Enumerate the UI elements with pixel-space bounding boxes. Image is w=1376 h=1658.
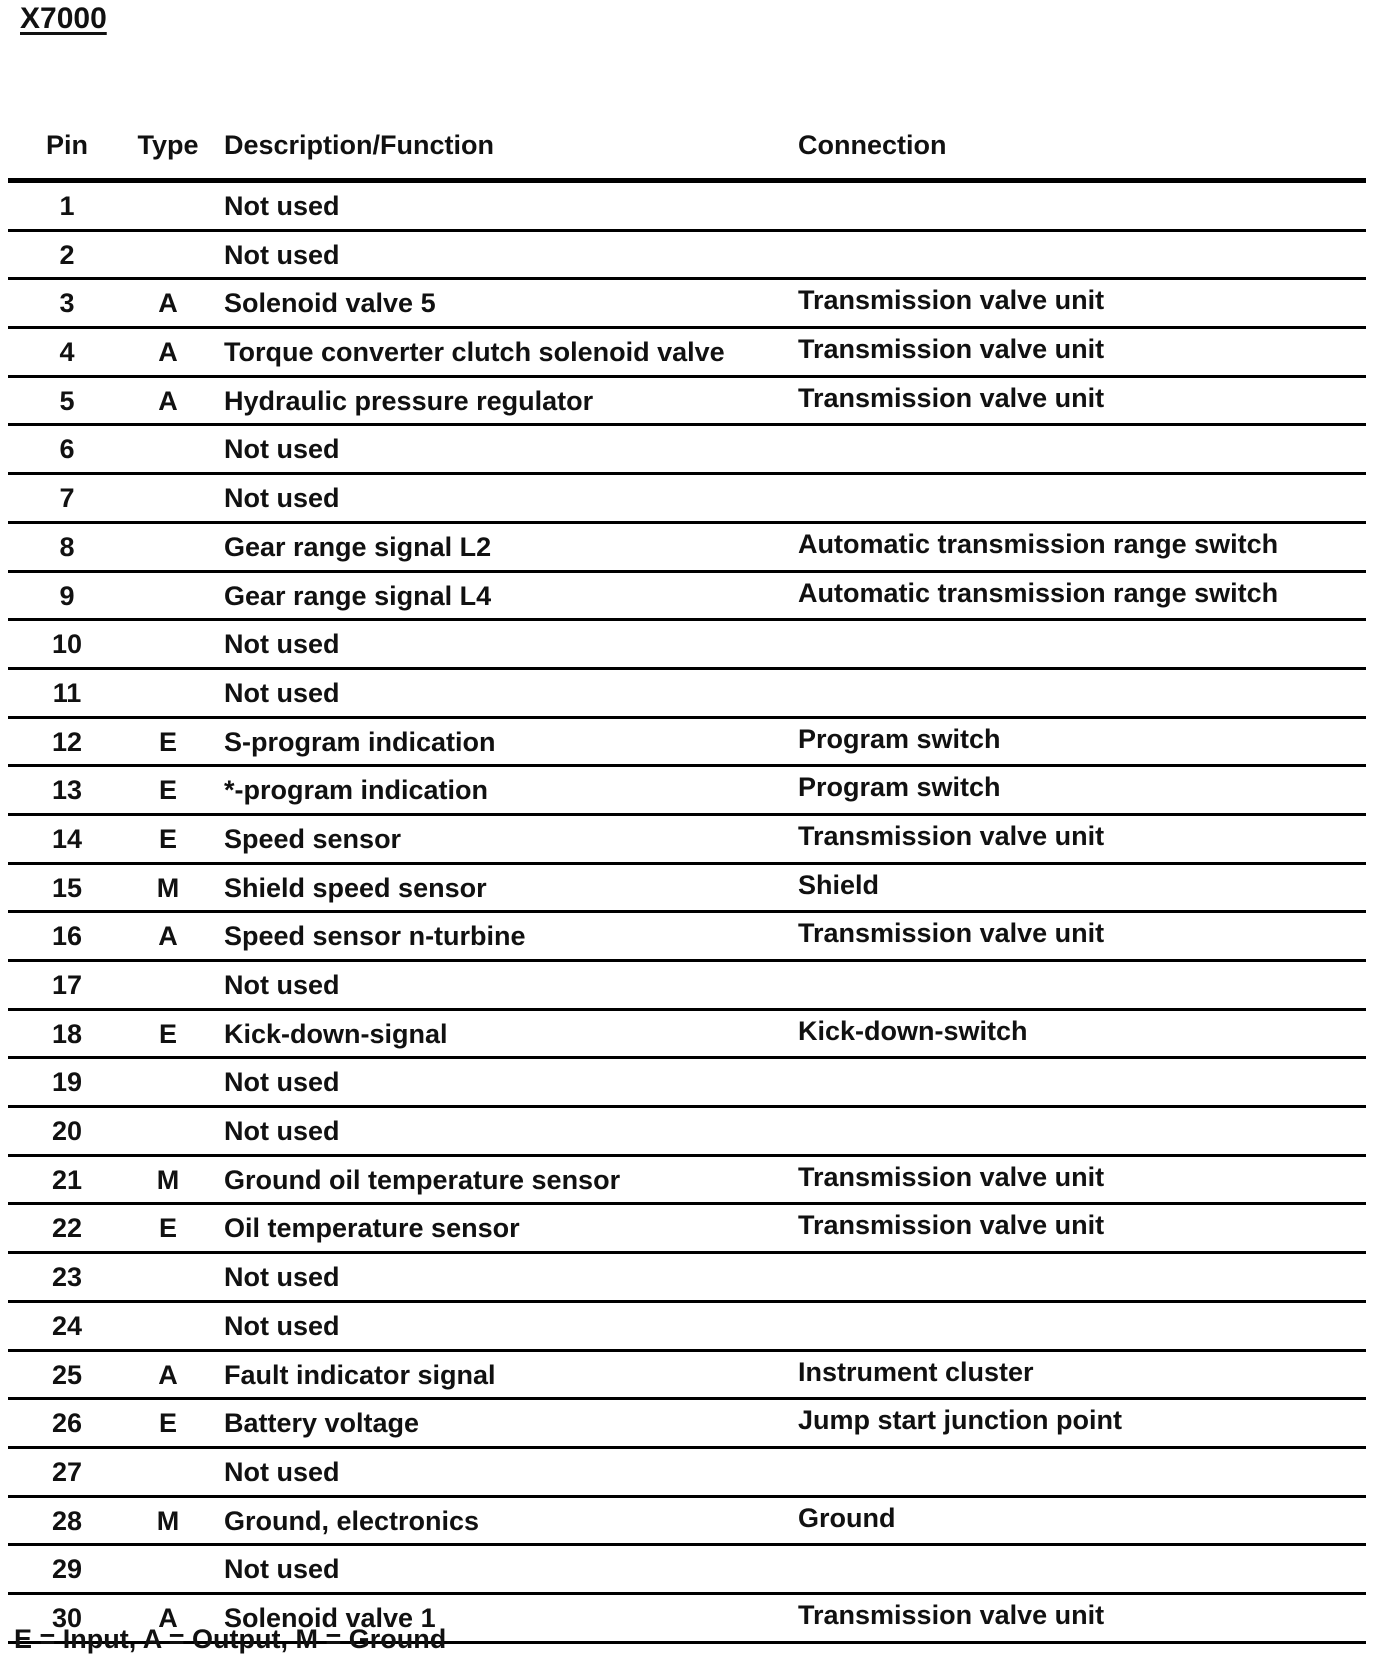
description-cell: Not used <box>224 970 340 1000</box>
type-cell: A <box>158 385 178 416</box>
connection-cell: Automatic transmission range switch <box>798 528 1279 559</box>
table-row <box>8 573 1366 622</box>
table-row <box>8 767 1366 816</box>
table-row <box>8 1449 1366 1498</box>
description-cell: Speed sensor n-turbine <box>224 921 526 952</box>
pin-cell: 10 <box>51 629 83 660</box>
description-cell: Not used <box>224 1456 340 1487</box>
description-cell: Ground oil temperature sensor <box>224 1164 621 1195</box>
table-row <box>8 280 1366 329</box>
table-row <box>8 621 1366 670</box>
description-cell: Not used <box>224 1554 340 1585</box>
connection-cell: Transmission valve unit <box>798 1210 1105 1241</box>
table-row <box>8 1254 1366 1303</box>
pin-cell: 30 <box>51 1602 83 1633</box>
description-cell: Battery voltage <box>224 1408 420 1439</box>
table-row <box>8 1011 1366 1060</box>
description-cell: Not used <box>224 191 340 221</box>
description-cell: Not used <box>224 1067 340 1098</box>
header-description: Description/Function <box>224 130 494 160</box>
type-cell: A <box>158 921 178 952</box>
pin-cell: 16 <box>51 921 83 952</box>
pin-cell: 23 <box>51 1262 83 1293</box>
table-row <box>8 913 1366 962</box>
header-connection: Connection <box>798 130 947 160</box>
table-row <box>8 378 1366 427</box>
table-row <box>8 1205 1366 1254</box>
type-cell: A <box>158 1359 178 1390</box>
header-pin: Pin <box>45 130 88 160</box>
type-legend: E = Input, A = Output, M = Ground <box>14 1624 447 1654</box>
document-title: X7000 <box>20 2 107 35</box>
connection-cell: Transmission valve unit <box>798 334 1105 365</box>
connection-cell: Transmission valve unit <box>798 820 1105 851</box>
table-row <box>8 1400 1366 1449</box>
description-cell: Ground, electronics <box>224 1505 480 1536</box>
pin-cell: 13 <box>51 775 83 806</box>
description-cell: Not used <box>224 483 340 514</box>
description-cell: Not used <box>224 434 340 465</box>
table-row <box>8 183 1366 232</box>
description-cell: *-program indication <box>224 775 489 806</box>
pin-cell: 7 <box>59 483 75 514</box>
pin-cell: 19 <box>51 1067 83 1098</box>
pin-cell: 27 <box>51 1456 83 1487</box>
type-cell: A <box>158 337 178 368</box>
pin-cell: 5 <box>59 385 75 416</box>
table-row <box>8 232 1366 281</box>
pin-cell: 14 <box>51 823 83 854</box>
pin-cell: 28 <box>51 1505 83 1536</box>
type-cell: M <box>156 1505 180 1536</box>
pin-cell: 21 <box>51 1164 83 1195</box>
description-cell: Speed sensor <box>224 823 402 854</box>
pin-cell: 20 <box>51 1116 83 1147</box>
description-cell: Fault indicator signal <box>224 1359 496 1390</box>
table-row <box>8 865 1366 914</box>
pin-cell: 18 <box>51 1018 83 1049</box>
connection-cell: Transmission valve unit <box>798 918 1105 949</box>
description-cell: S-program indication <box>224 726 496 757</box>
pin-table <box>8 120 1366 1644</box>
table-row <box>8 1352 1366 1401</box>
type-cell: E <box>158 1018 177 1049</box>
connection-cell: Shield <box>798 869 880 900</box>
pin-cell: 4 <box>59 337 75 368</box>
description-cell: Not used <box>224 1310 340 1341</box>
connection-cell: Program switch <box>798 723 1001 754</box>
table-row <box>8 524 1366 573</box>
table-row <box>8 670 1366 719</box>
type-cell: A <box>158 288 178 319</box>
pin-cell: 11 <box>52 677 82 708</box>
type-cell: E <box>158 823 177 854</box>
type-cell: E <box>158 1408 177 1439</box>
pin-cell: 17 <box>51 970 83 1000</box>
pin-cell: 9 <box>59 580 75 611</box>
type-cell: E <box>158 775 177 806</box>
type-cell: A <box>158 1602 178 1633</box>
pin-cell: 25 <box>51 1359 83 1390</box>
description-cell: Gear range signal L4 <box>224 580 492 611</box>
connection-cell: Transmission valve unit <box>798 382 1105 413</box>
connection-cell: Jump start junction point <box>798 1405 1122 1436</box>
pin-cell: 26 <box>51 1408 83 1439</box>
table-row <box>8 1303 1366 1352</box>
connection-cell: Transmission valve unit <box>798 285 1105 316</box>
table-row <box>8 816 1366 865</box>
table-row <box>8 426 1366 475</box>
pin-cell: 22 <box>51 1213 83 1244</box>
description-cell: Not used <box>224 1116 340 1147</box>
description-cell: Solenoid valve 1 <box>224 1602 436 1633</box>
description-cell: Kick-down-signal <box>224 1018 448 1049</box>
description-cell: Oil temperature sensor <box>224 1213 520 1244</box>
description-cell: Shield speed sensor <box>224 872 487 903</box>
pin-cell: 24 <box>51 1310 83 1341</box>
pin-cell: 29 <box>51 1554 83 1585</box>
description-cell: Gear range signal L2 <box>224 531 492 562</box>
description-cell: Not used <box>224 1262 340 1293</box>
description-cell: Hydraulic pressure regulator <box>224 385 594 416</box>
connection-cell: Ground <box>798 1502 896 1533</box>
pin-cell: 2 <box>59 239 75 270</box>
table-row <box>8 1546 1366 1595</box>
table-row <box>8 719 1366 768</box>
connection-cell: Transmission valve unit <box>798 1161 1105 1192</box>
connection-cell: Kick-down-switch <box>798 1015 1028 1046</box>
pin-cell: 1 <box>59 191 75 221</box>
description-cell: Solenoid valve 5 <box>224 288 436 319</box>
type-cell: E <box>158 726 177 757</box>
table-row <box>8 329 1366 378</box>
pin-cell: 6 <box>59 434 75 465</box>
connection-cell: Transmission valve unit <box>798 1599 1105 1630</box>
table-row <box>8 1157 1366 1206</box>
description-cell: Torque converter clutch solenoid valve <box>224 337 725 368</box>
description-cell: Not used <box>224 239 340 270</box>
table-body <box>8 183 1366 1644</box>
type-cell: M <box>156 1164 180 1195</box>
connection-cell: Automatic transmission range switch <box>798 577 1279 608</box>
pin-cell: 12 <box>51 726 83 757</box>
type-cell: M <box>156 872 180 903</box>
table-row <box>8 962 1366 1011</box>
pin-cell: 8 <box>59 531 75 562</box>
table-row <box>8 1059 1366 1108</box>
table-row <box>8 475 1366 524</box>
connection-cell: Instrument cluster <box>798 1356 1034 1387</box>
pin-cell: 15 <box>51 872 83 903</box>
description-cell: Not used <box>224 677 340 708</box>
table-row <box>8 1108 1366 1157</box>
description-cell: Not used <box>224 629 340 660</box>
header-type: Type <box>137 130 199 160</box>
table-row <box>8 1498 1366 1547</box>
pin-cell: 3 <box>59 288 75 319</box>
table-header <box>8 120 1366 183</box>
connection-cell: Program switch <box>798 772 1001 803</box>
type-cell: E <box>158 1213 177 1244</box>
